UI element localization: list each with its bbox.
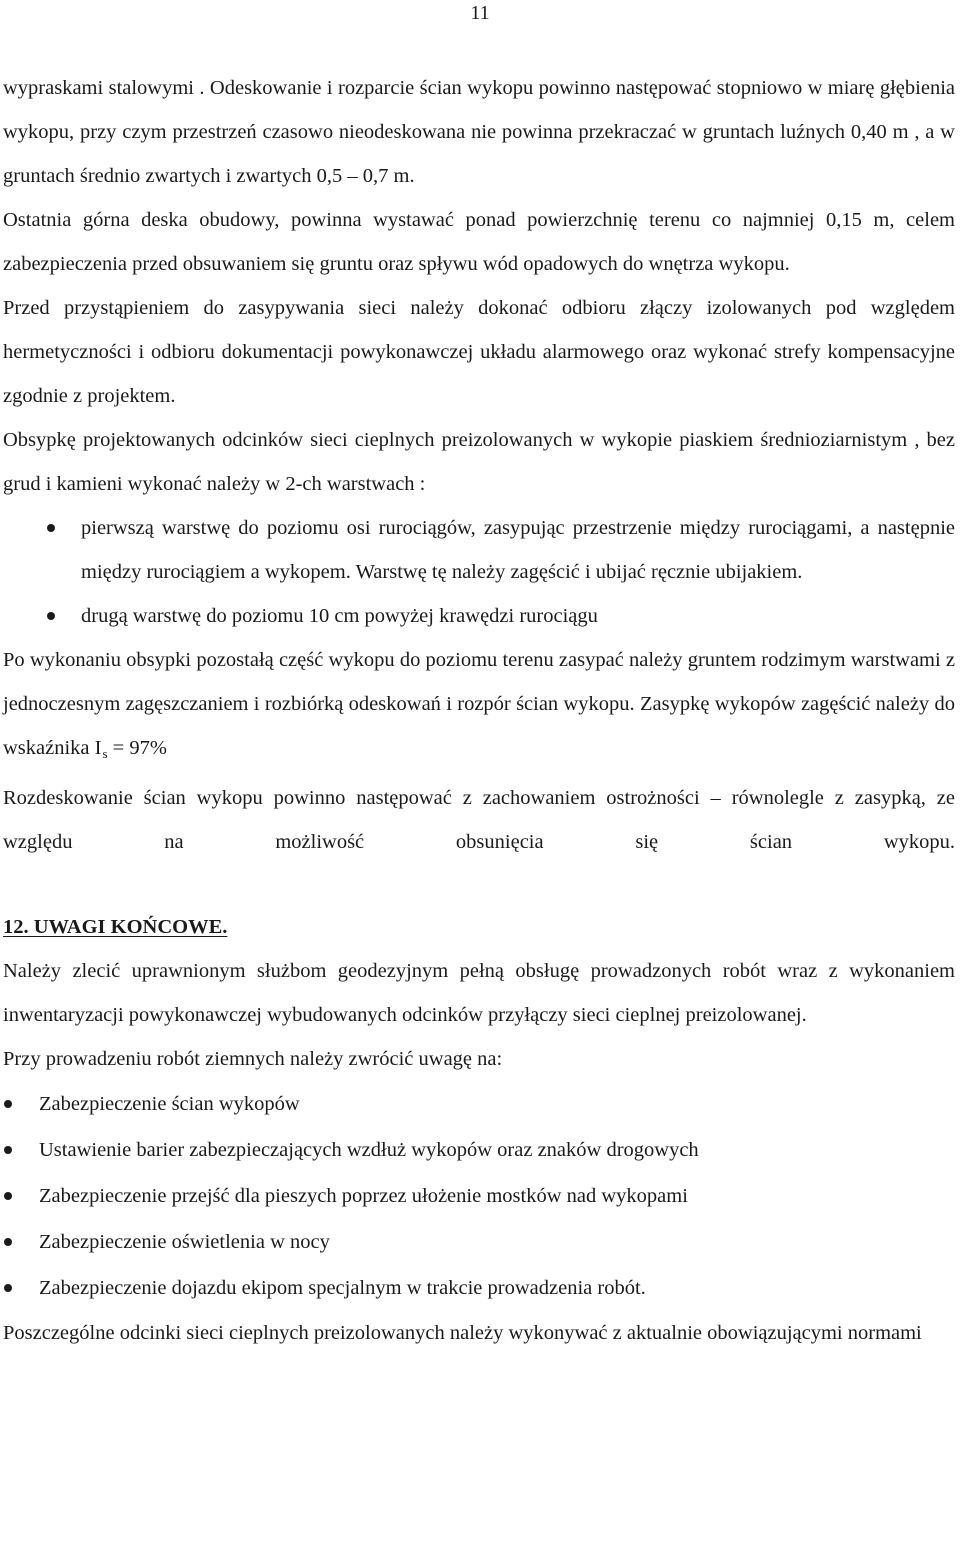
paragraph-surveying: Należy zlecić uprawnionym służbom geodezyjnym pełną obsługę prowadzonych robót wraz z wykonaniem inwentaryzacji powykonawczej wybudowanych odcinków przyłączy sieci cieplnej preizolowanej. bbox=[3, 960, 955, 1026]
paragraph-backfill bbox=[3, 638, 955, 776]
list-item-text: Ustawienie barier zabezpieczających wzdłuż wykopów oraz znaków drogowych bbox=[39, 1139, 699, 1161]
compaction-index-value: = 97% bbox=[107, 737, 167, 759]
paragraph-attention: Przy prowadzeniu robót ziemnych należy zwrócić uwagę na: bbox=[3, 1048, 503, 1070]
section-heading: 12. UWAGI KOŃCOWE. bbox=[3, 916, 228, 938]
list-item-text: pierwszą warstwę do poziomu osi rurociągów, zasypując przestrzenie między rurociągami, a następnie między rurociągiem a wykopem. Warstwę tę należy zagęścić i ubijać ręcznie ubijakiem. bbox=[81, 517, 955, 583]
paragraph-before-backfill: Przed przystąpieniem do zasypywania sieci należy dokonać odbioru złączy izolowanych pod względem hermetyczności i odbioru dokumentacji powykonawczej układu alarmowego oraz wykonać strefy kompensacyjne zgodnie z projektem. bbox=[3, 297, 955, 407]
list-item-text: Zabezpieczenie oświetlenia w nocy bbox=[39, 1231, 330, 1253]
list-item-text: Zabezpieczenie przejść dla pieszych poprzez ułożenie mostków nad wykopami bbox=[39, 1185, 688, 1207]
list-item-text: Zabezpieczenie ścian wykopów bbox=[39, 1093, 300, 1115]
bullet-icon bbox=[4, 1238, 12, 1246]
list-item-text: drugą warstwę do poziomu 10 cm powyżej krawędzi rurociągu bbox=[81, 605, 598, 627]
list-item-text: Zabezpieczenie dojazdu ekipom specjalnym w trakcie prowadzenia robót. bbox=[39, 1277, 646, 1299]
bullet-icon bbox=[4, 1192, 12, 1200]
list-item bbox=[3, 1219, 955, 1265]
paragraph-excavation-shoring: wypraskami stalowymi . Odeskowanie i rozparcie ścian wykopu powinno następować stopniowo w miarę głębienia wykopu, przy czym przestrzeń czasowo nieodeskowana nie powinna przekraczać w gruntach luźnych 0,40 m , a w gruntach średnio zwartych i zwartych 0,5 – 0,7 m. bbox=[3, 77, 955, 187]
list-item bbox=[3, 1173, 955, 1219]
bullet-icon bbox=[4, 1100, 12, 1108]
bullet-icon bbox=[47, 524, 55, 532]
safety-measures-list bbox=[3, 1081, 955, 1311]
paragraph-standards: Poszczególne odcinki sieci cieplnych preizolowanych należy wykonywać z aktualnie obowiązującymi normami bbox=[3, 1322, 922, 1344]
list-item bbox=[3, 1265, 955, 1311]
list-item bbox=[3, 1127, 955, 1173]
bullet-icon bbox=[4, 1146, 12, 1154]
page-number: 11 bbox=[470, 2, 490, 24]
bedding-layers-list bbox=[3, 506, 955, 638]
backfill-text: Po wykonaniu obsypki pozostałą część wykopu do poziomu terenu zasypać należy gruntem rodzimym warstwami z jednoczesnym zagęszczaniem i rozbiórką odeskowań i rozpór ścian wykopu. Zasypkę wykopów zagęścić należy do wskaźnika I bbox=[3, 649, 955, 759]
bullet-icon bbox=[4, 1284, 12, 1292]
paragraph-unshoring: Rozdeskowanie ścian wykopu powinno następować z zachowaniem ostrożności – równolegle z zasypką, ze względu na możliwość obsunięcia się ścian wykopu. bbox=[3, 787, 955, 853]
paragraph-top-board: Ostatnia górna deska obudowy, powinna wystawać ponad powierzchnię terenu co najmniej 0,15 m, celem zabezpieczenia przed obsuwaniem się gruntu oraz spływu wód opadowych do wnętrza wykopu. bbox=[3, 209, 955, 275]
list-item bbox=[3, 1081, 955, 1127]
document-body bbox=[3, 66, 955, 1355]
bullet-icon bbox=[47, 612, 55, 620]
compaction-index-subscript: s bbox=[102, 746, 108, 761]
list-item bbox=[3, 594, 955, 638]
list-item bbox=[3, 506, 955, 594]
paragraph-bedding: Obsypkę projektowanych odcinków sieci cieplnych preizolowanych w wykopie piaskiem średnioziarnistym , bez grud i kamieni wykonać należy w 2-ch warstwach : bbox=[3, 429, 955, 495]
